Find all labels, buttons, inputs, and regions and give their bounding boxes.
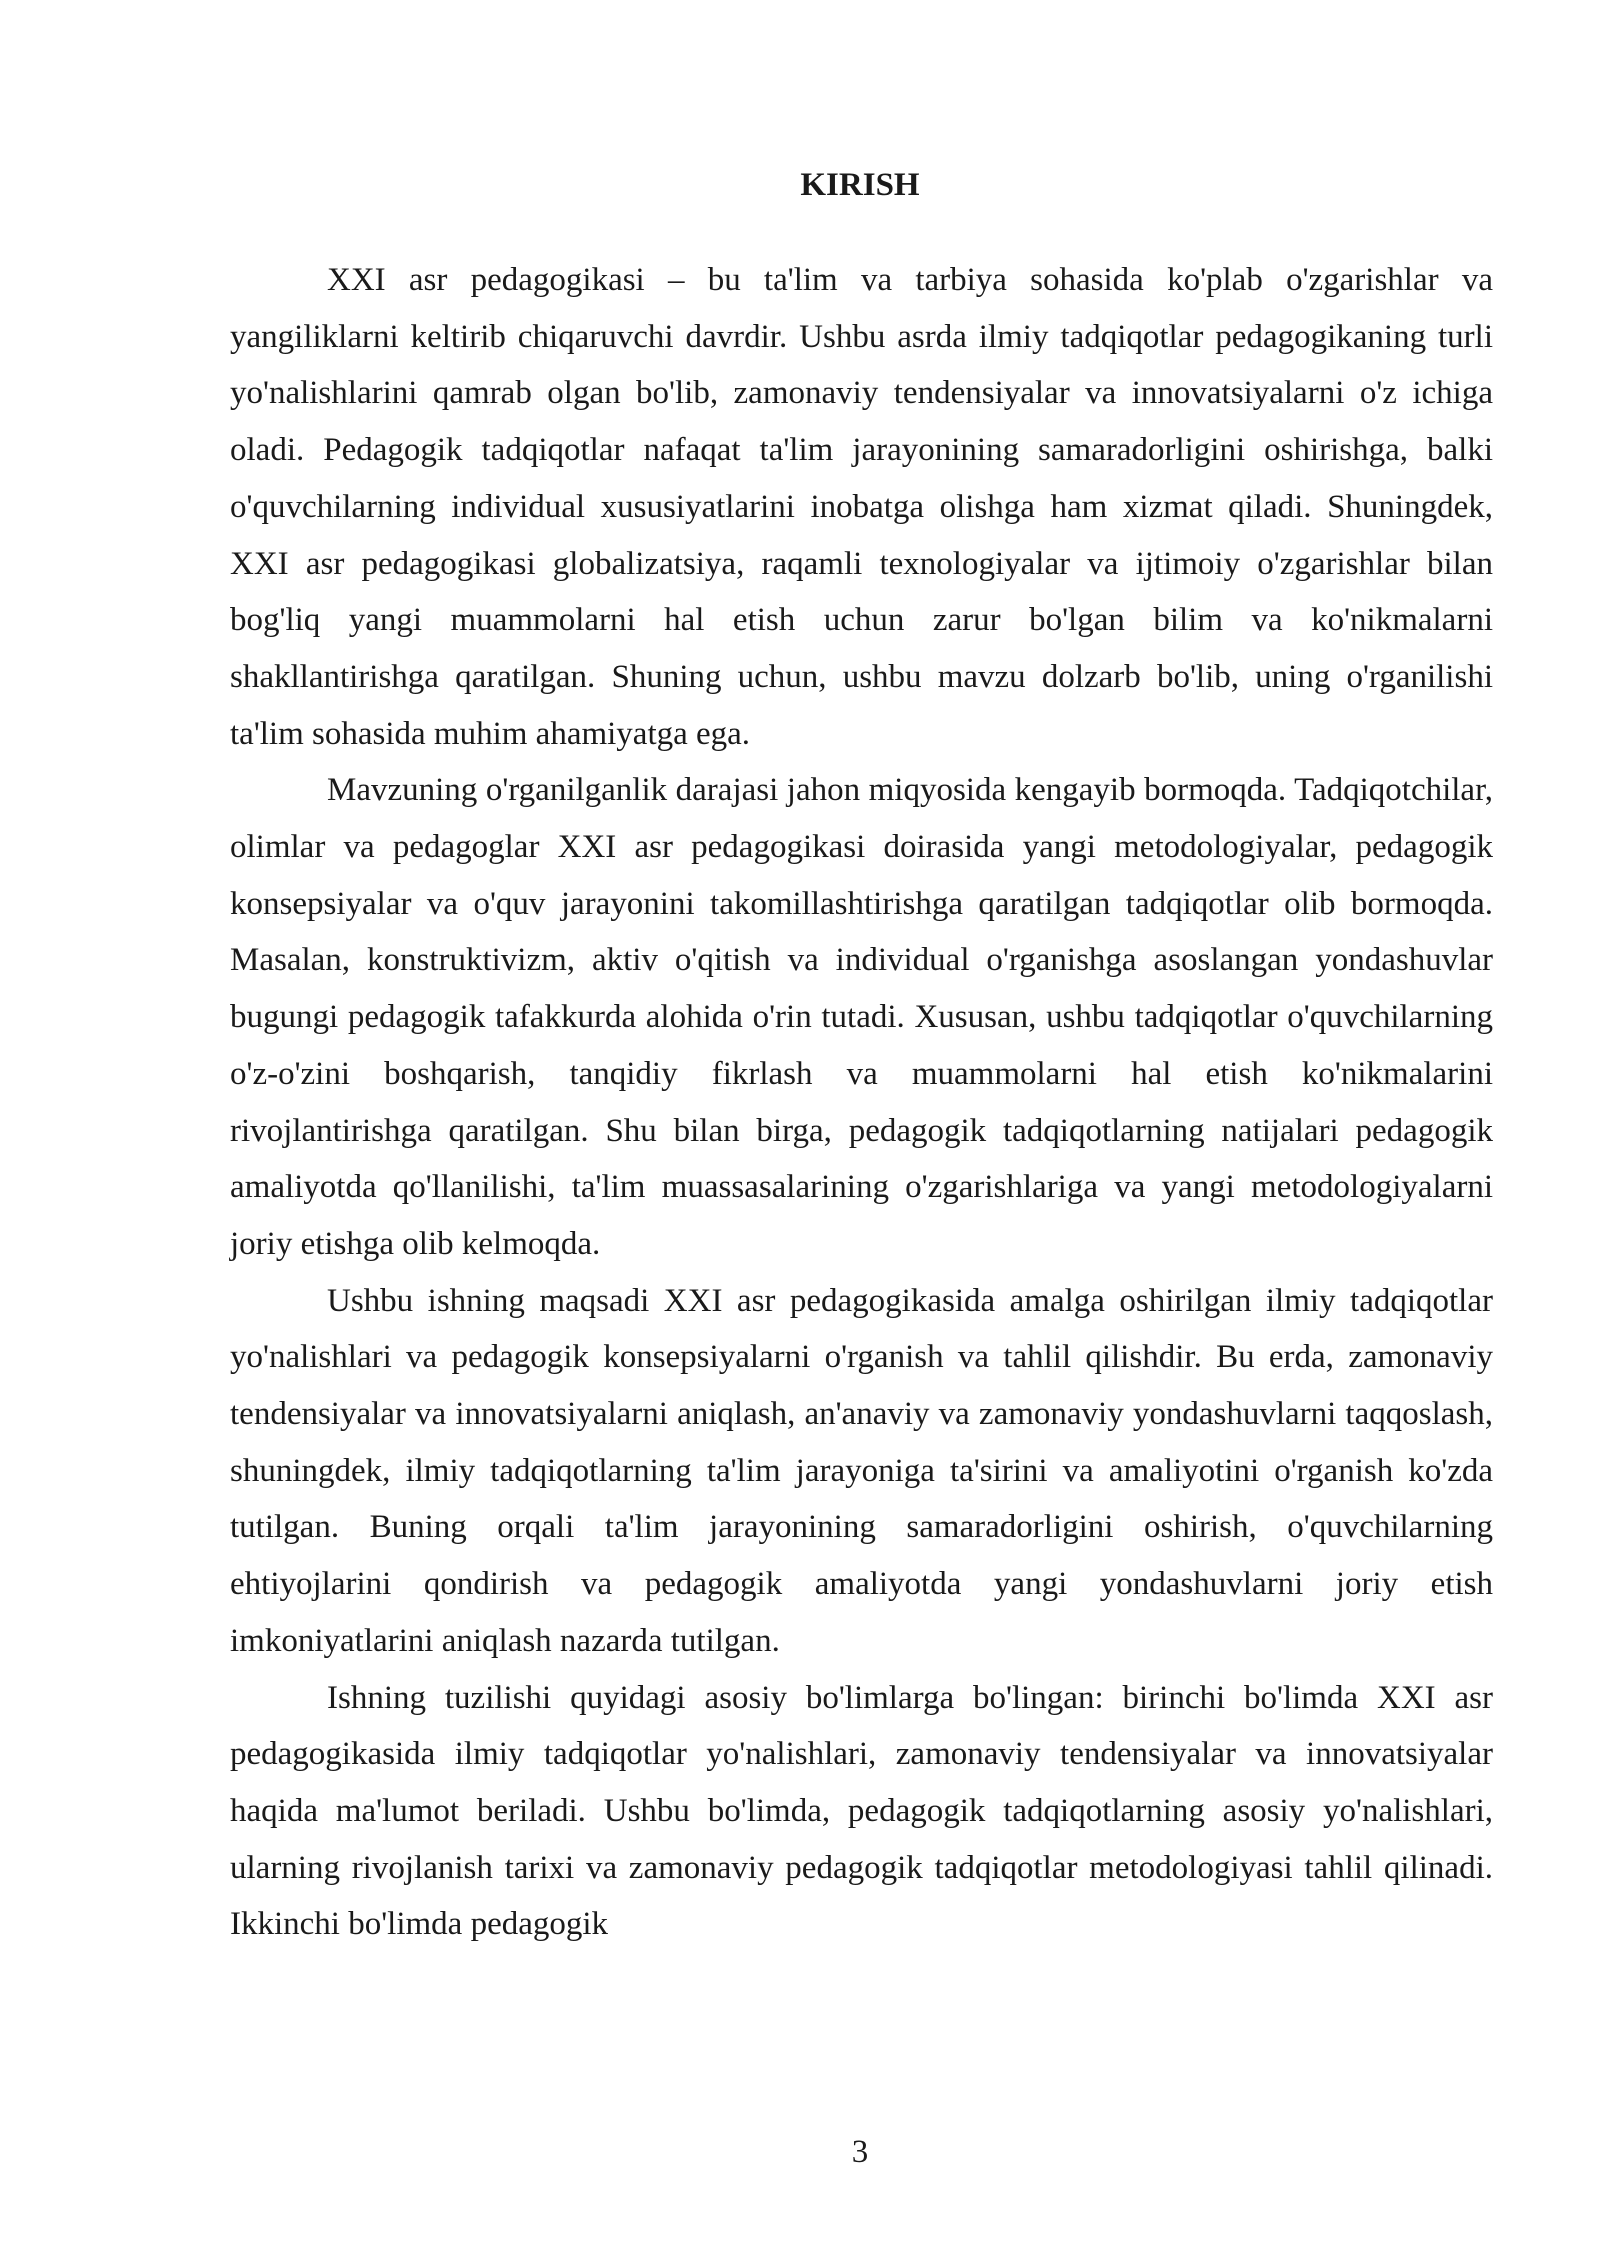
paragraph-structure: Ishning tuzilishi quyidagi asosiy bo'limlarga bo'lingan: birinchi bo'limda XXI asr pedagogikasida ilmiy tadqiqotlar yo'nalishlari, zamonaviy tendensiyalar va innovatsiyalar haqida ma'lumot beriladi. Ushbu bo'limda, pedagogik tadqiqotlarning asosiy yo'nalishlari, ularning rivojlanish tarixi va zamonaviy pedagogik tadqiqotlar metodologiyasi tahlil qilinadi. Ikkinchi bo'limda pedagogik [230, 1679, 1493, 1943]
page-number: 3 [851, 2134, 869, 2170]
paragraph-aim: Ushbu ishning maqsadi XXI asr pedagogikasida amalga oshirilgan ilmiy tadqiqotlar yo'nalishlari va pedagogik konsepsiyalarni o'rganish va tahlil qilishdir. Bu erda, zamonaviy tendensiyalar va innovatsiyalarni aniqlash, an'anaviy va zamonaviy yondashuvlarni taqqoslash, shuningdek, ilmiy tadqiqotlarning ta'lim jarayoniga ta'sirini va amaliyotini o'rganish ko'zda tutilgan. Buning orqali ta'lim jarayonining samaradorligini oshirish, o'quvchilarning ehtiyojlarini qondirish va pedagogik amaliyotda yangi yondashuvlarni joriy etish imkoniyatlarini aniqlash nazarda tutilgan. [230, 1282, 1493, 1659]
page-title: KIRISH [800, 167, 920, 203]
document-body [230, 252, 1493, 1953]
paragraph-intro: XXI asr pedagogikasi – bu ta'lim va tarbiya sohasida ko'plab o'zgarishlar va yangiliklarni keltirib chiqaruvchi davrdir. Ushbu asrda ilmiy tadqiqotlar pedagogikaning turli yo'nalishlarini qamrab olgan bo'lib, zamonaviy tendensiyalar va innovatsiyalarni o'z ichiga oladi. Pedagogik tadqiqotlar nafaqat ta'lim jarayonining samaradorligini oshirishga, balki o'quvchilarning individual xususiyatlarini inobatga olishga ham xizmat qiladi. Shuningdek, XXI asr pedagogikasi globalizatsiya, raqamli texnologiyalar va ijtimoiy o'zgarishlar bilan bog'liq yangi muammolarni hal etish uchun zarur bo'lgan bilim va ko'nikmalarni shakllantirishga qaratilgan. Shuning uchun, ushbu mavzu dolzarb bo'lib, uning o'rganilishi ta'lim sohasida muhim ahamiyatga ega. [230, 262, 1493, 752]
paragraph-study-level: Mavzuning o'rganilganlik darajasi jahon miqyosida kengayib bormoqda. Tadqiqotchilar, olimlar va pedagoglar XXI asr pedagogikasi doirasida yangi metodologiyalar, pedagogik konsepsiyalar va o'quv jarayonini takomillashtirishga qaratilgan tadqiqotlar olib bormoqda. Masalan, konstruktivizm, aktiv o'qitish va individual o'rganishga asoslangan yondashuvlar bugungi pedagogik tafakkurda alohida o'rin tutadi. Xususan, ushbu tadqiqotlar o'quvchilarning o'z-o'zini boshqarish, tanqidiy fikrlash va muammolarni hal etish ko'nikmalarini rivojlantirishga qaratilgan. Shu bilan birga, pedagogik tadqiqotlarning natijalari pedagogik amaliyotda qo'llanilishi, ta'lim muassasalarining o'zgarishlariga va yangi metodologiyalarni joriy etishga olib kelmoqda. [230, 772, 1493, 1262]
